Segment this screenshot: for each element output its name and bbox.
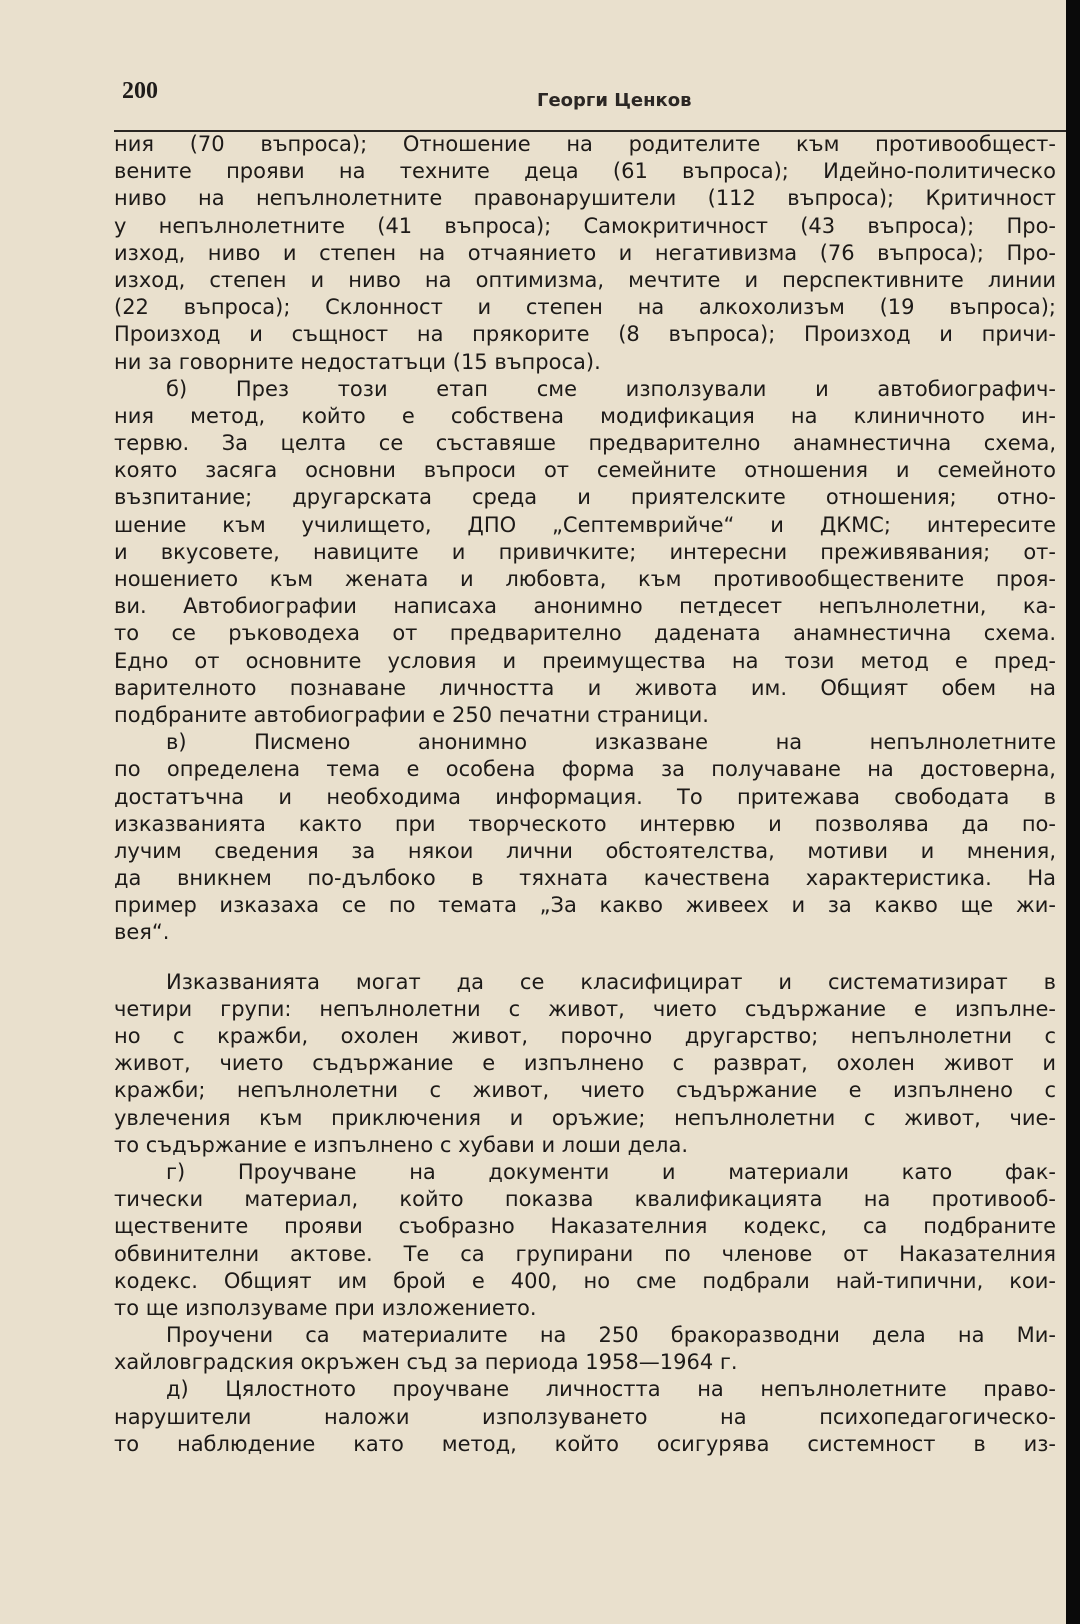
text-line: Произход и същност на прякорите (8 въпроса); Произход и причи- bbox=[114, 322, 1056, 347]
text-line: кражби; непълнолетни с живот, чието съдържание е изпълнено с bbox=[114, 1078, 1056, 1103]
paragraph-question-topics bbox=[114, 131, 1056, 376]
text-line: то се ръководеха от предварително дадената анамнестична схема. bbox=[114, 621, 1056, 646]
page-header bbox=[114, 78, 1066, 132]
paragraph-autobiographical-method bbox=[114, 376, 1056, 729]
text-line: ществените прояви съобразно Наказателния кодекс, са подбраните bbox=[114, 1214, 1056, 1239]
text-line: ношението към жената и любовта, към противообществените проя- bbox=[114, 567, 1056, 591]
text-line: ниво на непълнолетните правонарушители (112 въпроса); Критичност bbox=[114, 186, 1056, 211]
paragraph-divorce-cases bbox=[114, 1322, 1056, 1376]
text-line: ния (70 въпроса); Отношение на родителите към противообщест- bbox=[114, 132, 1056, 156]
text-line: увлечения към приключения и оръжие; непълнолетни с живот, чие- bbox=[114, 1105, 1056, 1130]
text-line: да вникнем по-дълбоко в тяхната качествена характеристика. На bbox=[114, 866, 1056, 891]
text-line: изход, ниво и степен на отчаянието и негативизма (76 въпроса); Про- bbox=[114, 240, 1056, 265]
text-line: в) Писмено анонимно изказване на непълнолетните bbox=[166, 730, 1056, 755]
paragraph-anonymous-statement bbox=[114, 729, 1056, 947]
page-number: 200 bbox=[122, 78, 158, 104]
text-line: ния метод, който е собствена модификация на клиничното ин- bbox=[114, 403, 1056, 428]
text-line: но с кражби, охолен живот, порочно другарство; непълнолетни с bbox=[114, 1024, 1056, 1048]
text-line: хайловградския окръжен съд за периода 1958—1964 г. bbox=[114, 1350, 738, 1375]
text-line: и вкусовете, навиците и привичките; интересни преживявания; от- bbox=[114, 539, 1056, 564]
text-line: живот, чието съдържание е изпълнено с разврат, охолен живот и bbox=[114, 1051, 1056, 1076]
text-line: вея“. bbox=[114, 920, 170, 945]
text-line: варителното познаване личността и живота им. Общият обем на bbox=[114, 675, 1056, 700]
paragraph-statement-groups bbox=[114, 969, 1056, 1159]
text-line: то наблюдение като метод, който осигурява системност в из- bbox=[114, 1431, 1056, 1456]
text-line: то съдържание е изпълнено с хубави и лоши дела. bbox=[114, 1132, 689, 1157]
text-line: Изказванията могат да се класифицират и систематизират в bbox=[166, 969, 1056, 994]
text-line: подбраните автобиографии е 250 печатни страници. bbox=[114, 702, 709, 727]
text-line: изказванията както при творческото интервю и позволява да по- bbox=[114, 811, 1056, 836]
text-line: б) През този етап сме използували и автобиографич- bbox=[166, 376, 1056, 401]
text-line: нарушители наложи използуването на психопедагогическо- bbox=[114, 1404, 1056, 1429]
text-line: кодекс. Общият им брой е 400, но сме подбрали най-типични, кои- bbox=[114, 1268, 1056, 1293]
paragraph-gap bbox=[114, 947, 1056, 969]
text-line: обвинителни актове. Те са групирани по членове от Наказателния bbox=[114, 1241, 1056, 1266]
text-line: д) Цялостното проучване личността на непълнолетните право- bbox=[166, 1377, 1056, 1402]
paragraph-observation-method bbox=[114, 1376, 1056, 1458]
paragraph-documents-study bbox=[114, 1159, 1056, 1322]
text-line: възпитание; другарската среда и приятелските отношения; отно- bbox=[114, 485, 1056, 510]
body-text bbox=[114, 131, 1056, 1458]
text-line: пример изказаха се по темата „За какво живеех и за какво ще жи- bbox=[114, 893, 1056, 918]
text-line: която засяга основни въпроси от семейните отношения и семейното bbox=[114, 458, 1056, 483]
text-line: ни за говорните недостатъци (15 въпроса). bbox=[114, 349, 601, 374]
text-line: шение към училището, ДПО „Септемврийче“ и ДКМС; интересите bbox=[114, 512, 1056, 537]
text-line: ви. Автобиографии написаха анонимно петдесет непълнолетни, ка- bbox=[114, 594, 1056, 619]
page-edge-shadow bbox=[1066, 0, 1080, 1624]
text-line: Проучени са материалите на 250 бракоразводни дела на Ми- bbox=[166, 1323, 1056, 1348]
text-line: четири групи: непълнолетни с живот, чието съдържание е изпълне- bbox=[114, 996, 1056, 1021]
text-line: то ще използуваме при изложението. bbox=[114, 1295, 537, 1320]
running-head-author: Георги Ценков bbox=[537, 90, 692, 111]
text-line: по определена тема е особена форма за получаване на достоверна, bbox=[114, 757, 1056, 782]
text-line: тически материал, който показва квалификацията на противооб- bbox=[114, 1187, 1056, 1212]
text-line: достатъчна и необходима информация. То притежава свободата в bbox=[114, 784, 1056, 809]
text-line: лучим сведения за някои лични обстоятелства, мотиви и мнения, bbox=[114, 838, 1056, 863]
text-line: вените прояви на техните деца (61 въпроса); Идейно-политическо bbox=[114, 159, 1056, 184]
text-line: Едно от основните условия и преимущества на този метод е пред- bbox=[114, 648, 1056, 673]
text-line: тервю. За целта се съставяше предварително анамнестична схема, bbox=[114, 431, 1056, 456]
text-line: (22 въпроса); Склонност и степен на алкохолизъм (19 въпроса); bbox=[114, 295, 1056, 320]
text-line: изход, степен и ниво на оптимизма, мечтите и перспективните линии bbox=[114, 267, 1056, 292]
text-line: г) Проучване на документи и материали като фак- bbox=[166, 1159, 1056, 1184]
text-line: у непълнолетните (41 въпроса); Самокритичност (43 въпроса); Про- bbox=[114, 213, 1056, 238]
